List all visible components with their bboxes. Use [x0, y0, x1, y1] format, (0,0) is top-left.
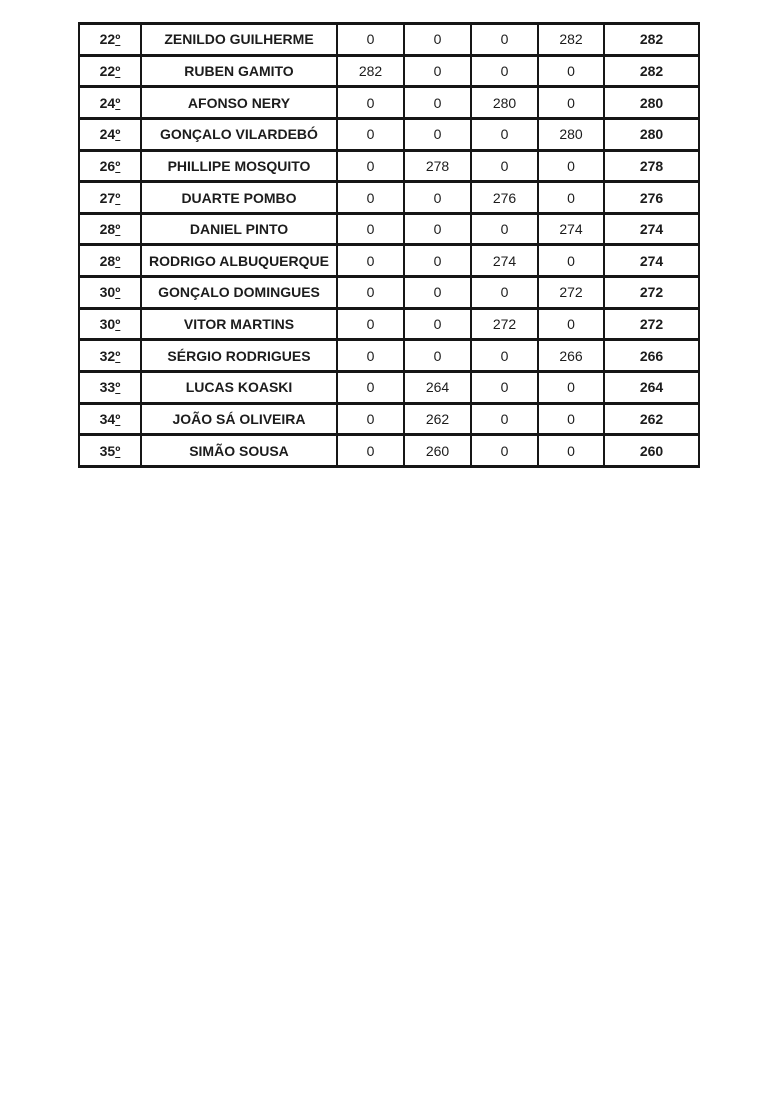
ordinal-suffix: º: [115, 347, 121, 364]
table-row: [79, 340, 699, 372]
total-cell: 282: [604, 55, 699, 87]
score-cell-4: 0: [538, 182, 604, 214]
score-cell-3: 274: [471, 245, 538, 277]
ranking-table: [78, 22, 700, 468]
score-cell-2: 0: [404, 277, 471, 309]
ordinal-suffix: º: [115, 411, 121, 427]
score-cell-4: 282: [538, 24, 604, 56]
score-cell-4: 0: [538, 150, 604, 182]
score-cell-4: 0: [538, 308, 604, 340]
ordinal-suffix: º: [115, 316, 121, 333]
score-cell-1: 0: [337, 308, 404, 340]
player-name-cell: ZENILDO GUILHERME: [141, 24, 337, 56]
total-cell: 280: [604, 118, 699, 150]
score-cell-2: 0: [404, 118, 471, 150]
total-cell: 274: [604, 213, 699, 245]
rank-cell: 22º: [79, 24, 141, 56]
score-cell-3: 0: [471, 372, 538, 404]
ordinal-suffix: º: [115, 284, 121, 301]
rank-cell: 35º: [79, 435, 141, 467]
ordinal-suffix: º: [115, 379, 121, 396]
ordinal-suffix: º: [115, 189, 121, 206]
table-row: [79, 403, 699, 435]
score-cell-1: 0: [337, 403, 404, 435]
ordinal-suffix: º: [115, 157, 121, 174]
player-name-cell: SIMÃO SOUSA: [141, 435, 337, 467]
score-cell-2: 0: [404, 308, 471, 340]
rank-cell: 24º: [79, 118, 141, 150]
player-name-cell: GONÇALO VILARDEBÓ: [141, 118, 337, 150]
score-cell-4: 0: [538, 55, 604, 87]
score-cell-4: 0: [538, 87, 604, 119]
player-name-cell: SÉRGIO RODRIGUES: [141, 340, 337, 372]
player-name-cell: GONÇALO DOMINGUES: [141, 277, 337, 309]
player-name-cell: DUARTE POMBO: [141, 182, 337, 214]
ordinal-suffix: º: [115, 62, 121, 79]
score-cell-1: 0: [337, 435, 404, 467]
player-name-cell: VITOR MARTINS: [141, 308, 337, 340]
player-name-cell: RODRIGO ALBUQUERQUE: [141, 245, 337, 277]
total-cell: 274: [604, 245, 699, 277]
score-cell-4: 0: [538, 245, 604, 277]
player-name-cell: RUBEN GAMITO: [141, 55, 337, 87]
player-name-cell: JOÃO SÁ OLIVEIRA: [141, 403, 337, 435]
total-cell: 278: [604, 150, 699, 182]
table-row: [79, 308, 699, 340]
player-name-cell: DANIEL PINTO: [141, 213, 337, 245]
table-row: [79, 182, 699, 214]
total-cell: 266: [604, 340, 699, 372]
score-cell-2: 0: [404, 55, 471, 87]
score-cell-3: 276: [471, 182, 538, 214]
score-cell-2: 278: [404, 150, 471, 182]
ordinal-suffix: º: [115, 94, 121, 111]
total-cell: 272: [604, 277, 699, 309]
table-row: [79, 24, 699, 56]
score-cell-1: 0: [337, 87, 404, 119]
score-cell-2: 0: [404, 24, 471, 56]
score-cell-3: 0: [471, 24, 538, 56]
score-cell-3: 272: [471, 308, 538, 340]
rank-cell: 30º: [79, 277, 141, 309]
total-cell: 264: [604, 372, 699, 404]
rank-cell: 28º: [79, 245, 141, 277]
ranking-table-body: [79, 24, 699, 467]
table-row: [79, 118, 699, 150]
score-cell-4: 280: [538, 118, 604, 150]
score-cell-4: 266: [538, 340, 604, 372]
table-row: [79, 245, 699, 277]
rank-cell: 22º: [79, 55, 141, 87]
score-cell-1: 0: [337, 245, 404, 277]
score-cell-3: 0: [471, 435, 538, 467]
player-name-cell: AFONSO NERY: [141, 87, 337, 119]
total-cell: 282: [604, 24, 699, 56]
score-cell-3: 280: [471, 87, 538, 119]
score-cell-2: 262: [404, 403, 471, 435]
player-name-cell: LUCAS KOASKI: [141, 372, 337, 404]
score-cell-1: 282: [337, 55, 404, 87]
score-cell-4: 0: [538, 435, 604, 467]
score-cell-3: 0: [471, 55, 538, 87]
score-cell-3: 0: [471, 150, 538, 182]
rank-cell: 28º: [79, 213, 141, 245]
table-row: [79, 372, 699, 404]
score-cell-1: 0: [337, 182, 404, 214]
score-cell-1: 0: [337, 213, 404, 245]
ordinal-suffix: º: [115, 221, 121, 238]
table-row: [79, 87, 699, 119]
score-cell-3: 0: [471, 277, 538, 309]
ordinal-suffix: º: [115, 442, 121, 459]
table-row: [79, 150, 699, 182]
score-cell-3: 0: [471, 118, 538, 150]
score-cell-4: 272: [538, 277, 604, 309]
ordinal-suffix: º: [115, 31, 121, 48]
total-cell: 276: [604, 182, 699, 214]
score-cell-4: 274: [538, 213, 604, 245]
score-cell-1: 0: [337, 277, 404, 309]
score-cell-1: 0: [337, 118, 404, 150]
rank-cell: 33º: [79, 372, 141, 404]
rank-cell: 24º: [79, 87, 141, 119]
rank-cell: 34º: [79, 403, 141, 435]
score-cell-4: 0: [538, 403, 604, 435]
score-cell-4: 0: [538, 372, 604, 404]
total-cell: 260: [604, 435, 699, 467]
score-cell-1: 0: [337, 150, 404, 182]
score-cell-3: 0: [471, 340, 538, 372]
total-cell: 272: [604, 308, 699, 340]
rank-cell: 30º: [79, 308, 141, 340]
table-row: [79, 213, 699, 245]
table-row: [79, 55, 699, 87]
score-cell-2: 0: [404, 213, 471, 245]
score-cell-2: 0: [404, 182, 471, 214]
score-cell-1: 0: [337, 372, 404, 404]
score-cell-1: 0: [337, 340, 404, 372]
total-cell: 280: [604, 87, 699, 119]
player-name-cell: PHILLIPE MOSQUITO: [141, 150, 337, 182]
score-cell-2: 264: [404, 372, 471, 404]
score-cell-2: 260: [404, 435, 471, 467]
score-cell-2: 0: [404, 87, 471, 119]
rank-cell: 27º: [79, 182, 141, 214]
score-cell-1: 0: [337, 24, 404, 56]
ordinal-suffix: º: [115, 252, 121, 269]
total-cell: 262: [604, 403, 699, 435]
score-cell-3: 0: [471, 403, 538, 435]
score-cell-3: 0: [471, 213, 538, 245]
table-row: [79, 435, 699, 467]
rank-cell: 32º: [79, 340, 141, 372]
table-row: [79, 277, 699, 309]
rank-cell: 26º: [79, 150, 141, 182]
ordinal-suffix: º: [115, 126, 121, 143]
score-cell-2: 0: [404, 340, 471, 372]
score-cell-2: 0: [404, 245, 471, 277]
